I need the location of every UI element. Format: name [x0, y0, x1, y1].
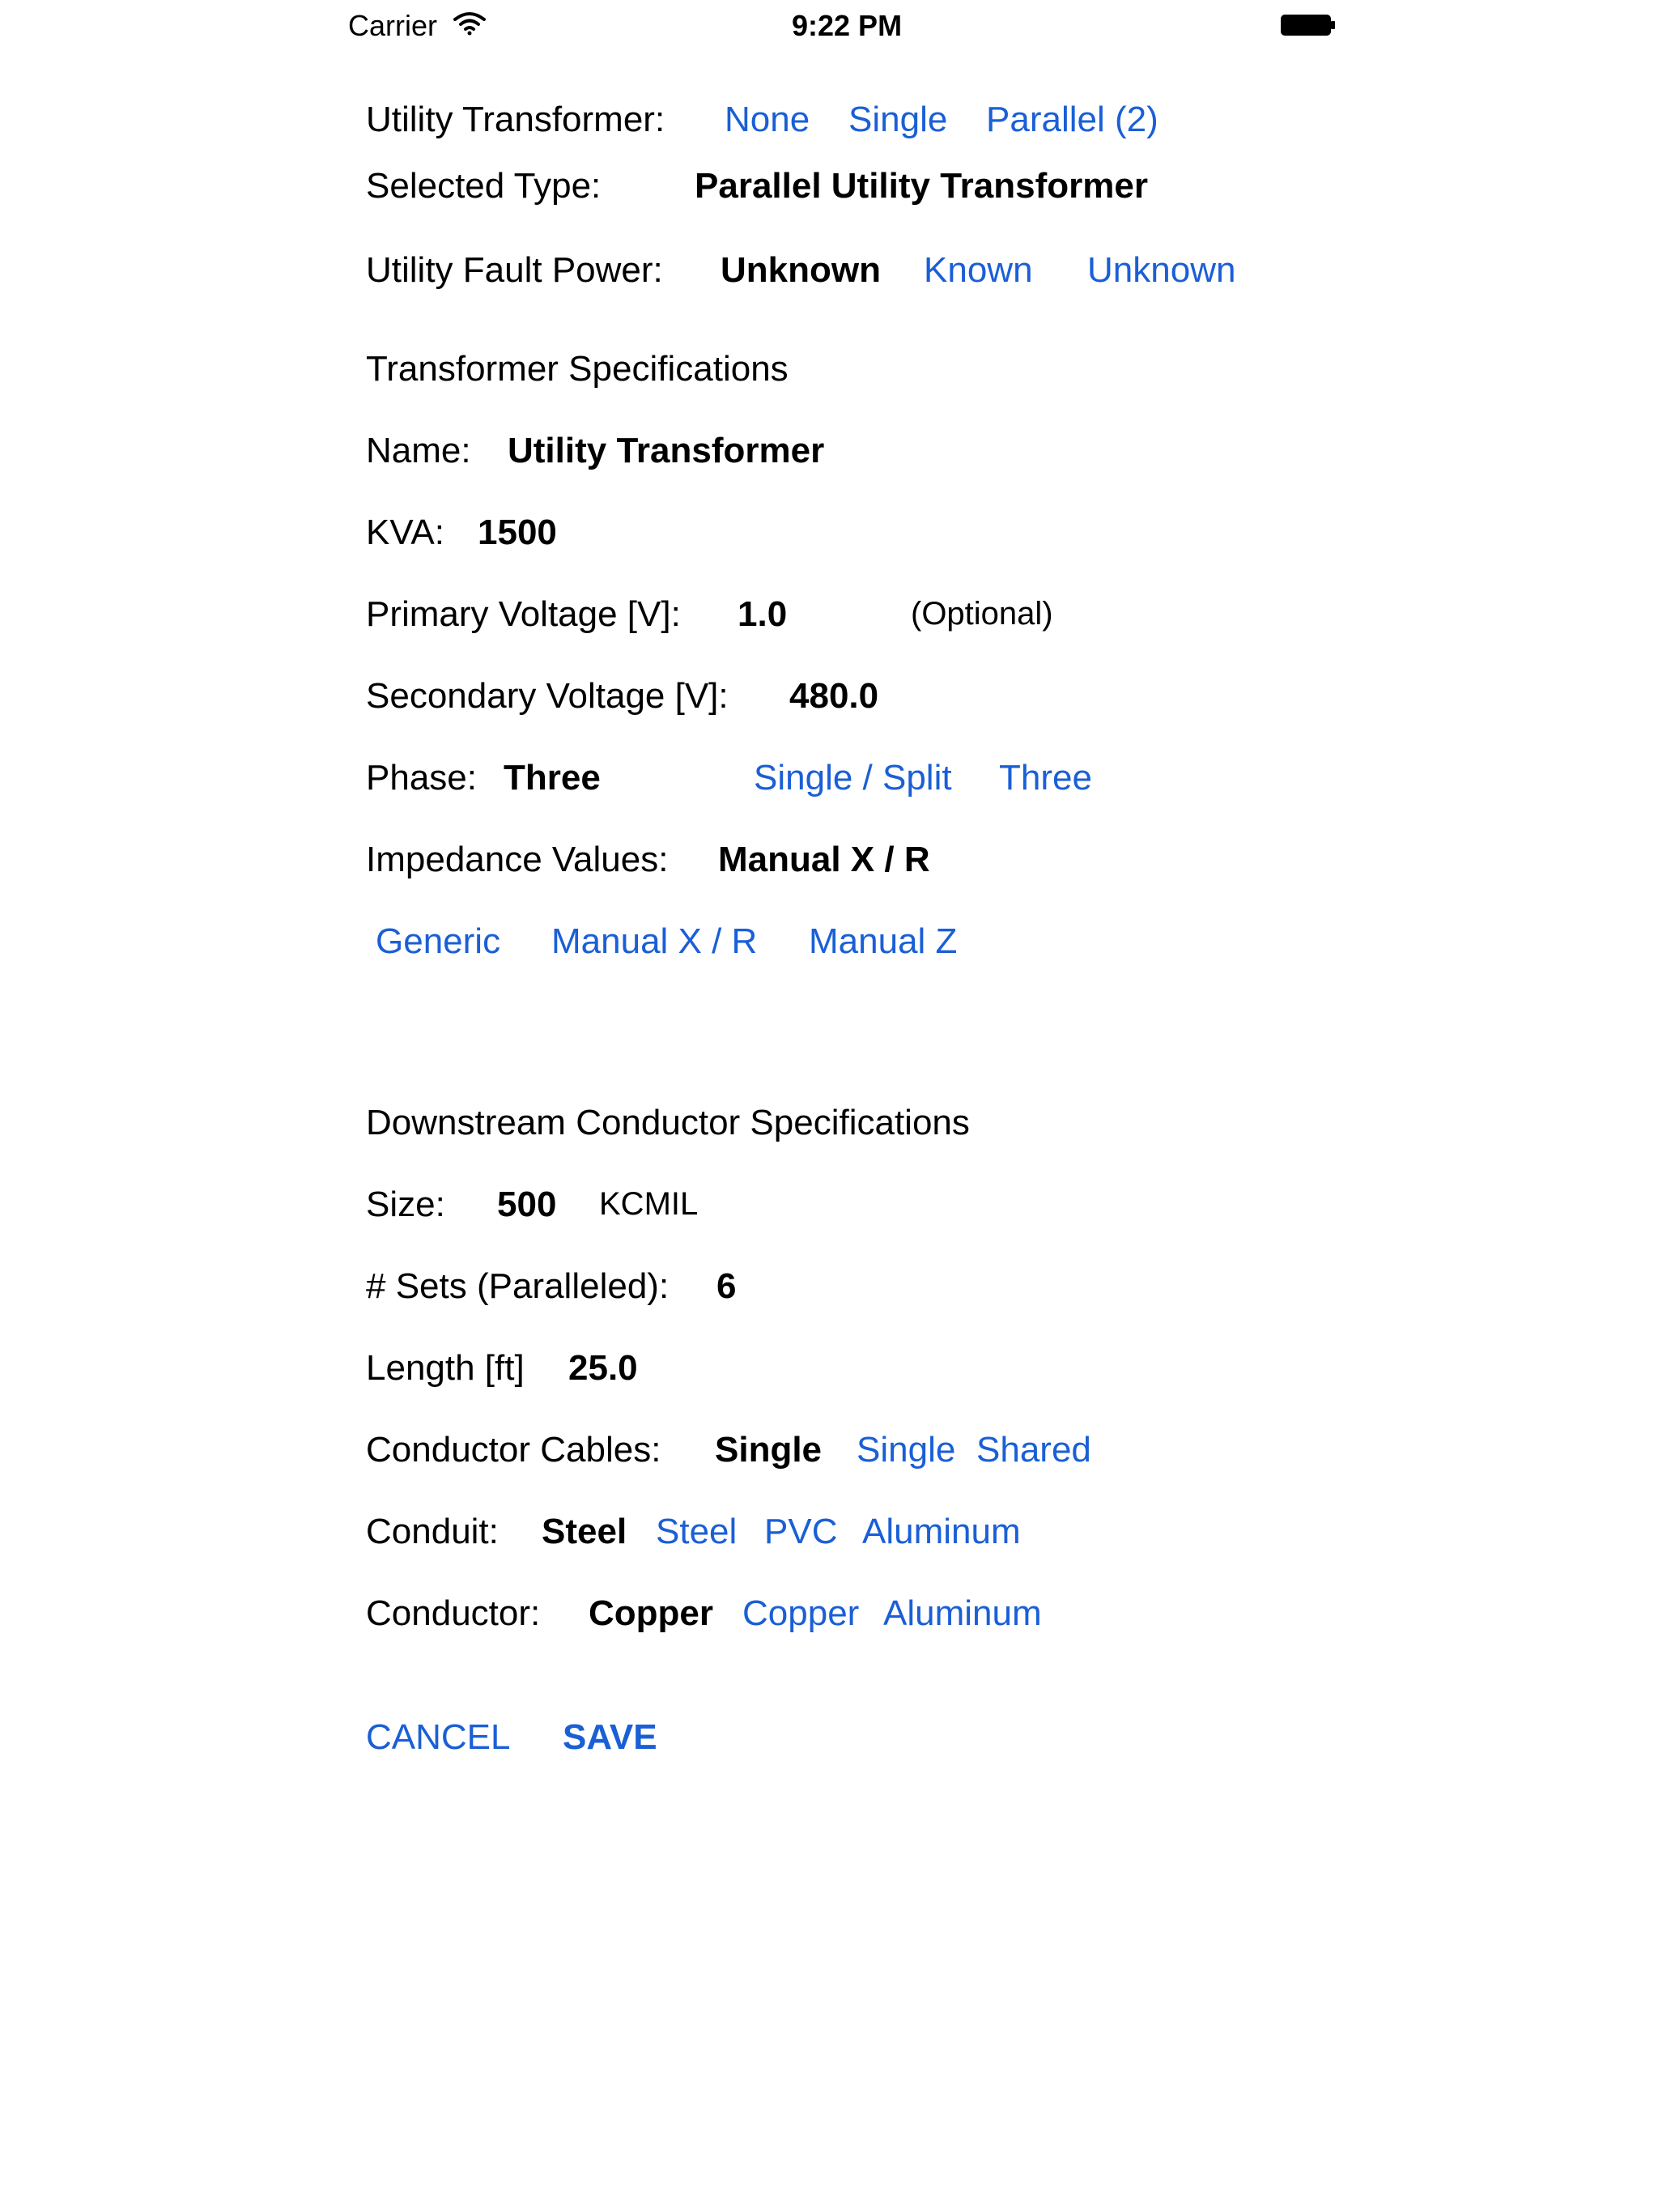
- primary-voltage-optional-note: (Optional): [911, 596, 1053, 632]
- phase-label: Phase:: [366, 758, 477, 798]
- impedance-values-value: Manual X / R: [718, 840, 930, 879]
- selected-type-label: Selected Type:: [366, 166, 602, 206]
- impedance-manual-xr-button[interactable]: Manual X / R: [551, 921, 758, 961]
- phase-single-split-button[interactable]: Single / Split: [754, 758, 952, 798]
- size-value[interactable]: 500: [497, 1185, 557, 1224]
- utility-transformer-single-button[interactable]: Single: [848, 100, 948, 139]
- kva-label: KVA:: [366, 513, 445, 552]
- size-unit: KCMIL: [599, 1186, 699, 1222]
- sets-value[interactable]: 6: [716, 1266, 737, 1306]
- cancel-button[interactable]: CANCEL: [366, 1717, 511, 1757]
- secondary-voltage-label: Secondary Voltage [V]:: [366, 676, 729, 716]
- fault-power-unknown-button[interactable]: Unknown: [1087, 250, 1236, 290]
- cables-single-button[interactable]: Single: [857, 1430, 956, 1470]
- sets-label: # Sets (Paralleled):: [366, 1266, 670, 1306]
- utility-transformer-label: Utility Transformer:: [366, 100, 665, 139]
- carrier-label: Carrier: [348, 9, 438, 42]
- phase-value: Three: [504, 758, 601, 798]
- cables-shared-button[interactable]: Shared: [976, 1430, 1091, 1470]
- conductor-value: Copper: [589, 1593, 713, 1633]
- impedance-manual-z-button[interactable]: Manual Z: [809, 921, 958, 961]
- conductor-cables-label: Conductor Cables:: [366, 1430, 661, 1470]
- transformer-name-label: Name:: [366, 431, 471, 470]
- utility-fault-power-value: Unknown: [721, 250, 881, 290]
- conduit-aluminum-button[interactable]: Aluminum: [862, 1512, 1021, 1551]
- battery-icon: [1281, 15, 1336, 36]
- phase-three-button[interactable]: Three: [999, 758, 1092, 798]
- primary-voltage-label: Primary Voltage [V]:: [366, 594, 681, 634]
- utility-fault-power-label: Utility Fault Power:: [366, 250, 663, 290]
- impedance-generic-button[interactable]: Generic: [376, 921, 501, 961]
- kva-value[interactable]: 1500: [478, 513, 557, 552]
- conduit-pvc-button[interactable]: PVC: [764, 1512, 838, 1551]
- status-time: 9:22 PM: [792, 9, 903, 42]
- save-button[interactable]: SAVE: [563, 1717, 657, 1757]
- length-value[interactable]: 25.0: [568, 1348, 638, 1388]
- primary-voltage-value[interactable]: 1.0: [738, 594, 788, 634]
- wifi-icon: [453, 11, 486, 36]
- conduit-value: Steel: [542, 1512, 627, 1551]
- utility-transformer-parallel-button[interactable]: Parallel (2): [986, 100, 1158, 139]
- conductor-aluminum-button[interactable]: Aluminum: [883, 1593, 1042, 1633]
- conductor-specifications-heading: Downstream Conductor Specifications: [366, 1103, 970, 1142]
- conductor-cables-value: Single: [715, 1430, 823, 1470]
- transformer-specifications-heading: Transformer Specifications: [366, 349, 789, 389]
- conductor-copper-button[interactable]: Copper: [742, 1593, 860, 1633]
- size-label: Size:: [366, 1185, 445, 1224]
- conduit-label: Conduit:: [366, 1512, 499, 1551]
- impedance-values-label: Impedance Values:: [366, 840, 669, 879]
- transformer-name-value[interactable]: Utility Transformer: [508, 431, 825, 470]
- conductor-label: Conductor:: [366, 1593, 541, 1633]
- utility-transformer-none-button[interactable]: None: [725, 100, 810, 139]
- selected-type-value: Parallel Utility Transformer: [695, 166, 1148, 206]
- conduit-steel-button[interactable]: Steel: [656, 1512, 738, 1551]
- length-label: Length [ft]: [366, 1348, 525, 1388]
- fault-power-known-button[interactable]: Known: [924, 250, 1033, 290]
- secondary-voltage-value[interactable]: 480.0: [789, 676, 879, 716]
